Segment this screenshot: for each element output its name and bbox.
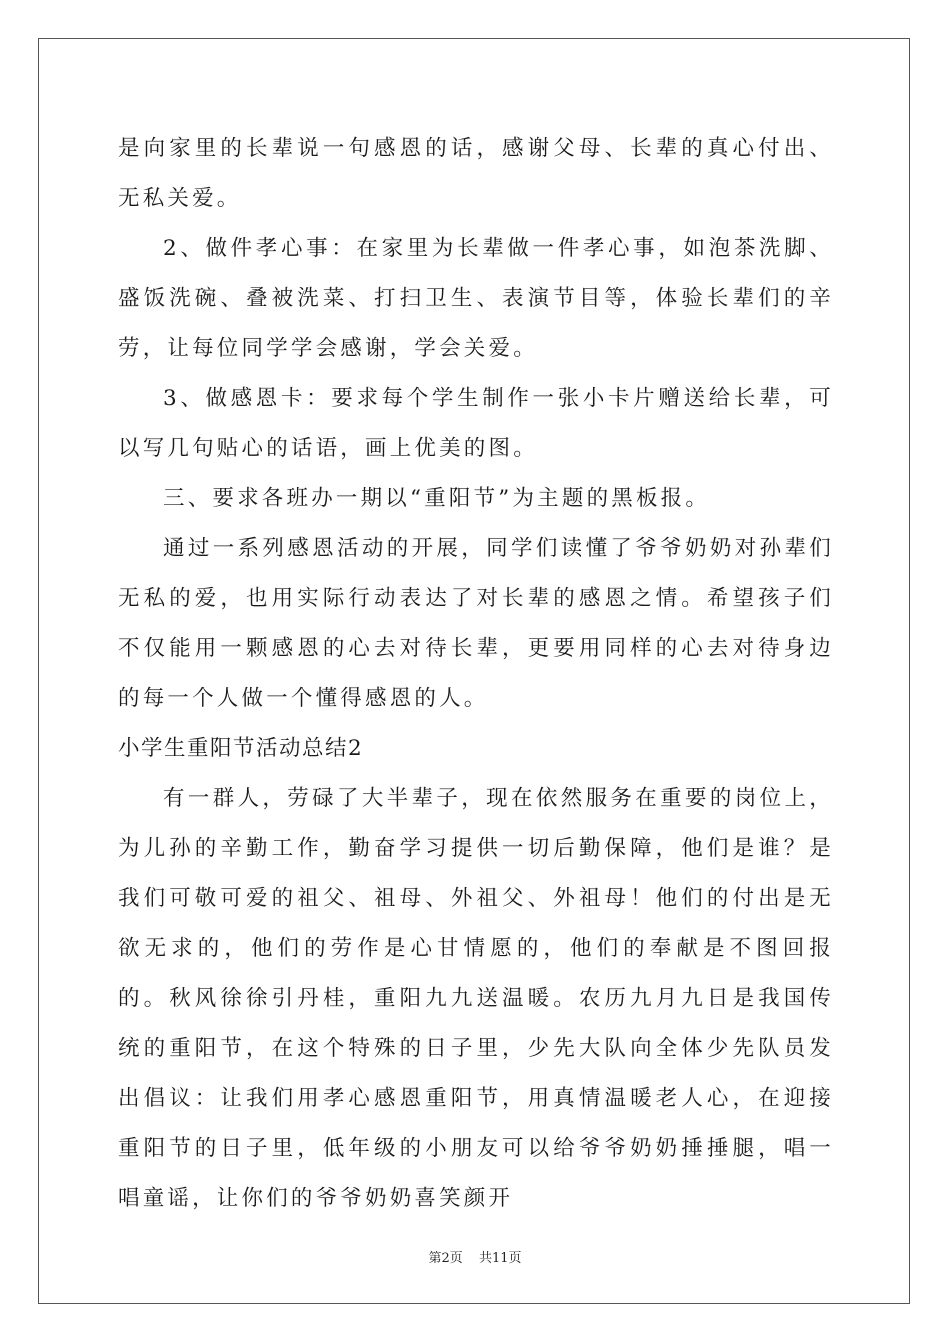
section-heading: 小学生重阳节活动总结2 [118,736,364,761]
paragraph: 2、做件孝心事：在家里为长辈做一件孝心事，如泡茶洗脚、盛饭洗碗、叠被洗菜、打扫卫生、表演节目等，体验长辈们的辛劳，让每位同学学会感谢，学会关爱。 [118,236,834,361]
paragraph: 3、做感恩卡：要求每个学生制作一张小卡片赠送给长辈，可以写几句贴心的话语，画上优美的图。 [118,386,834,461]
page-total: 共11页 [478,1251,522,1266]
paragraph: 三、要求各班办一期以“重阳节”为主题的黑板报。 [163,486,711,511]
paragraph: 通过一系列感恩活动的开展，同学们读懂了爷爷奶奶对孙辈们无私的爱，也用实际行动表达了对长辈的感恩之情。希望孩子们不仅能用一颗感恩的心去对待长辈，更要用同样的心去对待身边的每一个人做一个懂得感恩的人。 [118,536,834,711]
paragraph: 是向家里的长辈说一句感恩的话，感谢父母、长辈的真心付出、无私关爱。 [118,136,834,211]
paragraph: 有一群人，劳碌了大半辈子，现在依然服务在重要的岗位上，为儿孙的辛勤工作，勤奋学习提供一切后勤保障，他们是谁？是我们可敬可爱的祖父、祖母、外祖父、外祖母！他们的付出是无欲无求的，他们的劳作是心甘情愿的，他们的奉献是不图回报的。秋风徐徐引丹桂，重阳九九送温暖。农历九月九日是我国传统的重阳节，在这个特殊的日子里，少先大队向全体少先队员发出倡议：让我们用孝心感恩重阳节，用真情温暖老人心，在迎接重阳节的日子里，低年级的小朋友可以给爷爷奶奶捶捶腿，唱一唱童谣，让你们的爷爷奶奶喜笑颜开 [118,786,834,1211]
document-body [118,124,834,1224]
page-footer [0,1247,950,1266]
page-number: 第2页 [428,1251,463,1266]
